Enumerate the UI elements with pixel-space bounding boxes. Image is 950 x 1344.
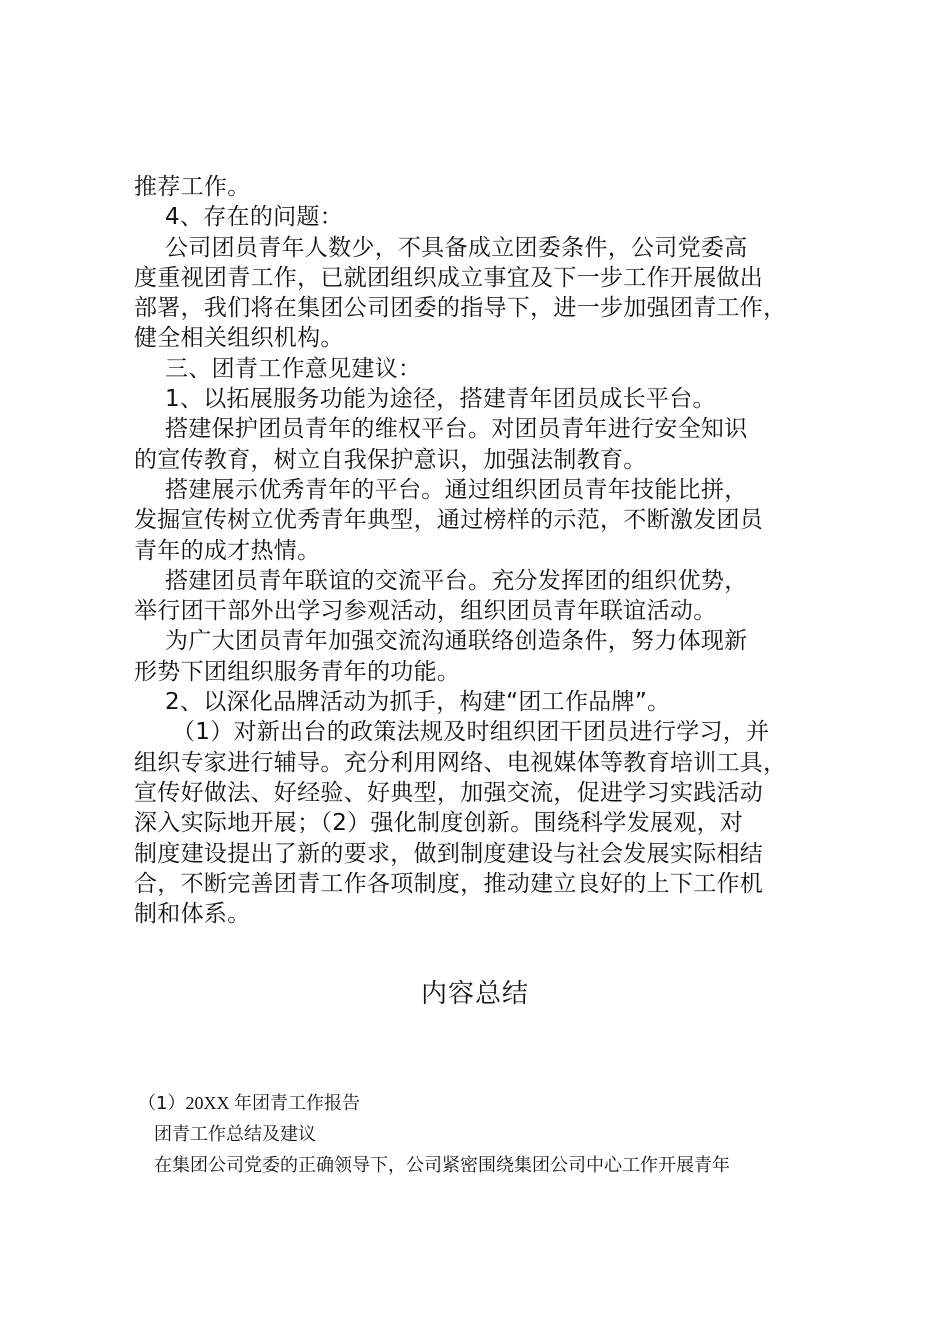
paragraph-line: 宣传好做法、好经验、好典型，加强交流，促进学习实践活动 — [134, 779, 764, 806]
paragraph-line: 度重视团青工作，已就团组织成立事宜及下一步工作开展做出 — [134, 264, 764, 291]
paragraph-line: 合，不断完善团青工作各项制度，推动建立良好的上下工作机 — [134, 870, 764, 897]
paragraph-line: 部署，我们将在集团公司团委的指导下，进一步加强团青工作， — [134, 295, 787, 322]
report-body — [134, 172, 854, 929]
section-heading: 三、团青工作意见建议： — [165, 355, 422, 382]
paragraph-line: 举行团干部外出学习参观活动，组织团员青年联谊活动。 — [134, 598, 717, 625]
paragraph-line: 搭建团员青年联谊的交流平台。充分发挥团的组织优势， — [165, 567, 748, 594]
paragraph-line: 的宣传教育，树立自我保护意识，加强法制教育。 — [134, 446, 647, 473]
section-heading: 1、以拓展服务功能为途径，搭建青年团员成长平台。 — [165, 386, 716, 413]
paragraph-line: 搭建保护团员青年的维权平台。对团员青年进行安全知识 — [165, 416, 748, 443]
paragraph-line: 为广大团员青年加强交流沟通联络创造条件，努力体现新 — [165, 628, 748, 655]
paragraph-line: 形势下团组织服务青年的功能。 — [134, 658, 461, 685]
paragraph-line: 健全相关组织机构。 — [134, 325, 344, 352]
summary-subtitle: 团青工作总结及建议 — [154, 1124, 316, 1145]
summary-item-prefix: （1） — [138, 1093, 186, 1114]
summary-text: 在集团公司党委的正确领导下，公司紧密围绕集团公司中心工作开展青年 — [154, 1155, 730, 1176]
paragraph-line: 发掘宣传树立优秀青年典型，通过榜样的示范，不断激发团员 — [134, 507, 764, 534]
paragraph-line: 推荐工作。 — [134, 174, 251, 200]
summary-section — [138, 1088, 858, 1181]
paragraph-line: 公司团员青年人数少，不具备成立团委条件，公司党委高 — [165, 234, 748, 261]
paragraph-line: 组织专家进行辅导。充分利用网络、电视媒体等教育培训工具， — [134, 749, 787, 776]
paragraph-line: 搭建展示优秀青年的平台。通过组织团员青年技能比拼， — [165, 476, 748, 503]
paragraph-line: （1）对新出台的政策法规及时组织团干团员进行学习，并 — [172, 719, 770, 746]
summary-title: 内容总结 — [420, 979, 529, 1009]
paragraph-line: 青年的成才热情。 — [134, 537, 321, 564]
paragraph-line: 制度建设提出了新的要求，做到制度建设与社会发展实际相结 — [134, 840, 764, 867]
summary-item-title: 20XX 年团青工作报告 — [185, 1093, 360, 1113]
paragraph-line: 制和体系。 — [134, 901, 251, 928]
paragraph-line: 深入实际地开展；（2）强化制度创新。围绕科学发展观，对 — [134, 810, 744, 837]
section-heading: 2、以深化品牌活动为抓手，构建“团工作品牌”。 — [165, 689, 671, 716]
section-heading: 4、存在的问题： — [165, 204, 344, 231]
summary-item-heading — [138, 1088, 858, 1119]
